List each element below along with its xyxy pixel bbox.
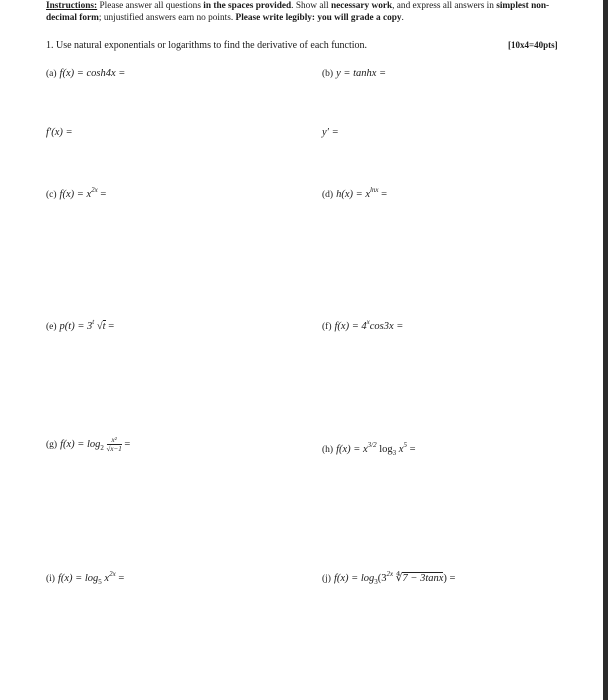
instructions-heading: Instructions: [46, 1, 98, 11]
problem-label: (b) [322, 69, 334, 79]
fraction-numerator: x² [107, 436, 122, 445]
radicand: t [102, 321, 106, 332]
instructions-emphasis: in the spaces provided [203, 1, 292, 11]
problem-label: (e) [46, 322, 57, 332]
problem-label: (g) [46, 439, 58, 450]
problem-label: (h) [322, 445, 334, 455]
log-base: 3 [392, 449, 397, 457]
problem-expression: f(x) = log [57, 573, 99, 584]
problem-label: (f) [322, 322, 332, 332]
problem-d [322, 186, 387, 200]
problem-f [322, 318, 403, 332]
problem-h [322, 441, 416, 457]
exponent: 5 [403, 441, 407, 449]
fourth-root-sign: ∜ [393, 573, 403, 584]
instructions-emphasis: simplest non-decimal form [46, 1, 550, 23]
problem-a [46, 68, 125, 79]
question-1-points: [10x4=40pts] [508, 40, 558, 50]
problem-expression: f(x) = log [60, 438, 101, 450]
instructions-text: . [401, 13, 404, 23]
exponent: t [92, 318, 95, 326]
problem-expression: h(x) = x [336, 189, 370, 200]
problem-label: (a) [46, 69, 57, 79]
problem-c [46, 186, 106, 200]
problem-i [46, 570, 124, 586]
problem-label: (i) [46, 574, 55, 584]
answer-b [322, 127, 339, 138]
instructions-text: . Show all [291, 1, 331, 11]
fraction [107, 436, 122, 453]
problem-expression: x [396, 444, 404, 455]
equals-sign: = [97, 189, 107, 200]
sqrt-sign: √ [94, 321, 103, 332]
question-1-prompt: 1. Use natural exponentials or logarithms to find the derivative of each function. [46, 40, 368, 51]
equals-sign: = [121, 438, 131, 450]
instructions-emphasis: necessary work [330, 1, 393, 11]
problem-e [46, 318, 114, 332]
problem-expression: f(x) = log [333, 573, 375, 584]
answer-a [46, 127, 73, 138]
equals-sign: = [378, 189, 388, 200]
instructions-text: ; unjustified answers earn no points. [98, 13, 236, 23]
log-base: 2 [100, 443, 104, 452]
problem-expression: f(x) = x [336, 444, 368, 455]
problem-b [322, 68, 386, 79]
exponent: x [366, 318, 370, 326]
exponent: 2x [109, 570, 116, 578]
page-edge-shadow [603, 0, 608, 700]
answer-expression: f′(x) = [46, 127, 73, 138]
problem-g [46, 436, 130, 453]
instructions-text: Please answer all questions [97, 1, 204, 11]
instructions-text: , and express all answers in [392, 1, 497, 11]
instructions-emphasis: Please write legibly: you will grade a copy [235, 13, 402, 23]
answer-expression: y′ = [322, 127, 339, 138]
problem-expression: f(x) = 4 [334, 321, 367, 332]
problem-expression: f(x) = cosh4x = [59, 68, 126, 79]
problem-j [322, 570, 455, 586]
instructions-block [46, 0, 566, 24]
equals-sign: = [406, 444, 416, 455]
problem-label: (j) [322, 574, 331, 584]
equals-sign: ) = [443, 573, 456, 584]
problem-expression: x [101, 573, 110, 584]
exponent: 2x [386, 570, 394, 578]
problem-expression: (3 [377, 573, 387, 584]
log-function: log [376, 444, 393, 455]
log-base: 3 [374, 578, 378, 586]
problem-expression: p(t) = 3 [59, 321, 93, 332]
equals-sign: = [105, 321, 115, 332]
fraction-denominator: √x−1 [106, 445, 122, 453]
exponent: 2x [91, 186, 98, 194]
radicand: 7 − 3tanx [402, 573, 444, 584]
log-base: 5 [98, 578, 102, 586]
exponent: 3/2 [367, 441, 377, 449]
equals-sign: = [115, 573, 125, 584]
problem-label: (c) [46, 190, 57, 200]
problem-expression: f(x) = x [59, 189, 92, 200]
problem-expression: y = tanhx = [336, 68, 387, 79]
problem-expression-tail: cos3x = [369, 321, 404, 332]
problem-label: (d) [322, 190, 334, 200]
exponent: lnx [369, 186, 379, 194]
